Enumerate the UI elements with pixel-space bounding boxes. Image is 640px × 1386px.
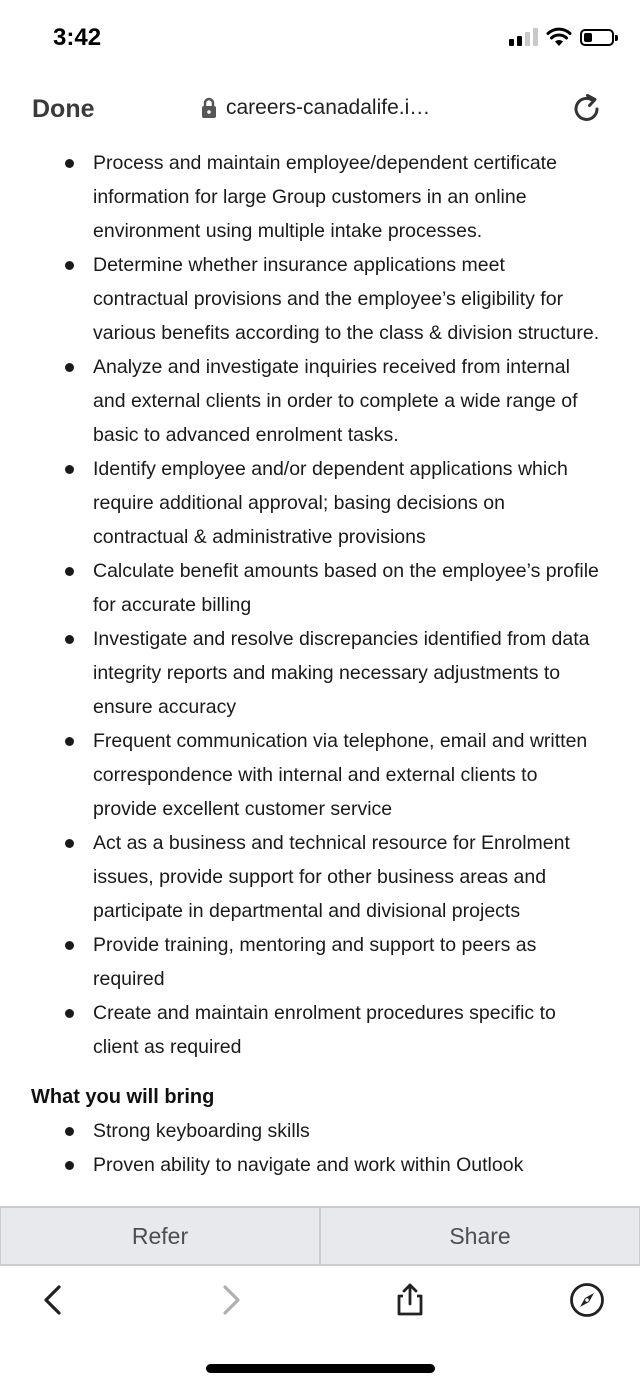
list-item: Strong keyboarding skills: [0, 1114, 640, 1148]
list-item: Frequent communication via telephone, email and written correspondence with internal and external clients to provide excellent customer service: [0, 724, 640, 826]
status-time: 3:42: [53, 24, 102, 51]
signal-icon: [509, 28, 538, 46]
list-item: Investigate and resolve discrepancies identified from data integrity reports and making necessary adjustments to ensure accuracy: [0, 622, 640, 724]
forward-icon[interactable]: [212, 1282, 248, 1318]
url-text: careers-canadalife.i…: [226, 96, 431, 119]
action-bar: [0, 1206, 640, 1266]
back-icon[interactable]: [36, 1282, 72, 1318]
list-item: Proven ability to navigate and work within Outlook: [0, 1148, 640, 1182]
browser-toolbar: [0, 1266, 640, 1334]
list-item: Process and maintain employee/dependent certificate information for large Group customers in an online environment using multiple intake processes.: [0, 146, 640, 248]
status-bar: [0, 0, 640, 78]
share-icon[interactable]: [392, 1282, 428, 1318]
compass-icon[interactable]: [569, 1282, 605, 1318]
browser-top-bar: [0, 80, 640, 140]
url-bar[interactable]: [200, 96, 430, 120]
done-button[interactable]: Done: [32, 95, 95, 123]
list-item: Create and maintain enrolment procedures specific to client as required: [0, 996, 640, 1064]
list-item: Calculate benefit amounts based on the employee’s profile for accurate billing: [0, 554, 640, 622]
wifi-icon: [546, 27, 572, 47]
reload-icon[interactable]: [570, 92, 604, 126]
list-item: Provide training, mentoring and support to peers as required: [0, 928, 640, 996]
share-button[interactable]: Share: [320, 1207, 640, 1265]
list-item: Act as a business and technical resource for Enrolment issues, provide support for other business areas and participate in departmental and divisional projects: [0, 826, 640, 928]
section-heading: What you will bring: [31, 1086, 215, 1108]
bring-list: [0, 1114, 640, 1182]
list-item: Analyze and investigate inquiries received from internal and external clients in order to complete a wide range of basic to advanced enrolment tasks.: [0, 350, 640, 452]
refer-button[interactable]: Refer: [0, 1207, 320, 1265]
battery-icon: [580, 29, 614, 46]
home-indicator[interactable]: [206, 1364, 435, 1373]
responsibilities-list: [0, 146, 640, 1064]
list-item: Determine whether insurance applications meet contractual provisions and the employee’s eligibility for various benefits according to the class & division structure.: [0, 248, 640, 350]
status-icons: [509, 27, 614, 47]
page-content: [0, 146, 640, 1206]
lock-icon: [200, 97, 218, 119]
list-item: Identify employee and/or dependent applications which require additional approval; basing decisions on contractual & administrative provisions: [0, 452, 640, 554]
